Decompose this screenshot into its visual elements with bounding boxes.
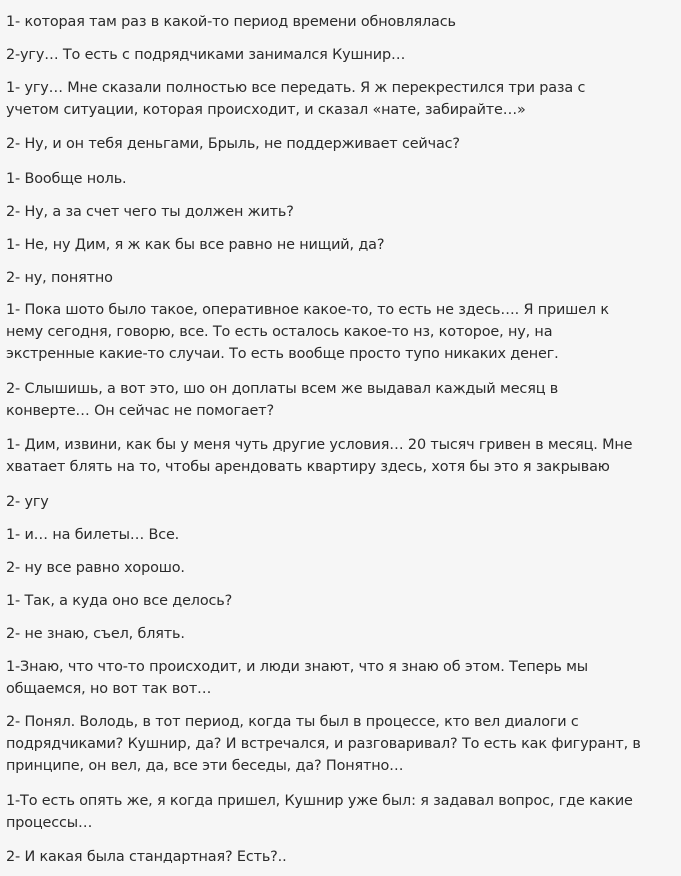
transcript-line: 1- угу… Мне сказали полностью все передать. Я ж перекрестился три раза с учетом ситуации, которая происходит, и сказал «нате, забирайте…» <box>6 80 586 118</box>
transcript-line: 1-Знаю, что что-то происходит, и люди знают, что я знаю об этом. Теперь мы общаемся, но вот так вот… <box>6 659 589 697</box>
transcript-line: 2- И какая была стандартная? Есть?.. <box>6 849 287 865</box>
transcript-line: 1- Пока шото было такое, оперативное какое-то, то есть не здесь…. Я пришел к нему сегодня, говорю, все. То есть осталось какое-то нз, которое, ну, на экстренные какие-то случаи. То есть вообще просто тупо никаких денег. <box>6 302 609 362</box>
transcript-line: 1- и… на билеты… Все. <box>6 527 180 543</box>
transcript-line: 2-угу… То есть с подрядчиками занимался Кушнир… <box>6 47 406 63</box>
transcript-line: 1- Не, ну Дим, я ж как бы все равно не нищий, да? <box>6 237 385 253</box>
transcript-line: 2- угу <box>6 494 49 510</box>
transcript-line: 1- Вообще ноль. <box>6 171 127 187</box>
transcript-line: 2- Ну, и он тебя деньгами, Брыль, не поддерживает сейчас? <box>6 136 460 152</box>
transcript-line: 1- Так, а куда оно все делось? <box>6 593 233 609</box>
transcript-line: 2- Понял. Володь, в тот период, когда ты был в процессе, кто вел диалоги с подрядчиками? Кушнир, да? И встречался, и разговаривал? То есть как фигурант, в принципе, он вел, да, все эти беседы, да? Понятно… <box>6 714 641 774</box>
transcript-line: 2- ну все равно хорошо. <box>6 560 185 576</box>
transcript-line: 2- ну, понятно <box>6 270 113 286</box>
transcript-line: 2- Ну, а за счет чего ты должен жить? <box>6 204 294 220</box>
transcript-line: 1- Дим, извини, как бы у меня чуть другие условия… 20 тысяч гривен в месяц. Мне хватает блять на то, чтобы арендовать квартиру здесь, хотя бы это я закрываю <box>6 437 633 475</box>
transcript-line: 1- которая там раз в какой-то период времени обновлялась <box>6 14 456 30</box>
transcript-line: 1-То есть опять же, я когда пришел, Кушнир уже был: я задавал вопрос, где какие процессы… <box>6 793 633 831</box>
transcript-line: 2- Слышишь, а вот это, шо он доплаты всем же выдавал каждый месяц в конверте… Он сейчас не помогает? <box>6 381 559 419</box>
transcript-line: 2- не знаю, съел, блять. <box>6 626 185 642</box>
